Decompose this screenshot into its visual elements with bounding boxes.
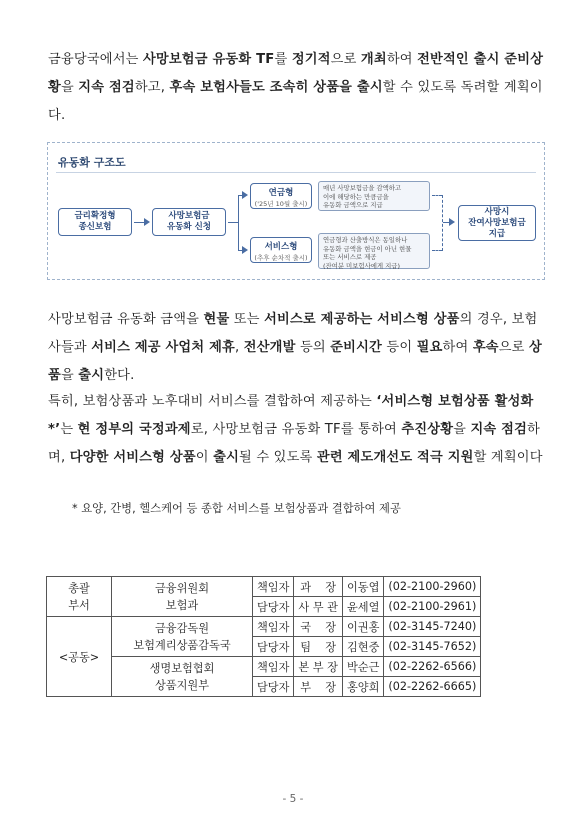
text-run: 금융당국에서는 xyxy=(48,52,143,67)
arrow-right-icon xyxy=(443,222,453,223)
text-run: 하며, xyxy=(48,422,540,465)
bold-run: 후속 보험사들도 조속히 상품을 출시 xyxy=(169,80,383,95)
phone-cell: (02-2100-2961) xyxy=(384,597,481,617)
bold-run: 서비스로 제공하는 서비스형 상품 xyxy=(264,312,460,327)
bold-run: 출시 xyxy=(78,368,105,383)
title-cell: 과 장 xyxy=(294,577,343,597)
name-cell: 김현중 xyxy=(342,637,383,657)
text-run: 으로 xyxy=(498,340,529,355)
text-run: 을 xyxy=(60,80,79,95)
bold-run: 현 정부의 국정과제 xyxy=(77,422,191,437)
bold-run: 현물 xyxy=(203,312,230,327)
annuity-title: 연금형 xyxy=(268,188,294,198)
branch-connector xyxy=(238,195,239,251)
phone-cell: (02-3145-7240) xyxy=(384,617,481,637)
bold-run: 출시 xyxy=(213,450,240,465)
annuity-launch-note: ('25년 10월 출시) xyxy=(254,200,308,208)
text-run: 을 xyxy=(60,368,79,383)
name-cell: 이동엽 xyxy=(342,577,383,597)
box-service-type xyxy=(250,237,312,263)
branch-connector xyxy=(228,222,238,223)
contact-table xyxy=(46,576,481,697)
bold-run: 관련 제도개선도 적극 지원 xyxy=(316,450,474,465)
liquidation-structure-diagram xyxy=(47,142,545,280)
text-run: 한다. xyxy=(104,368,135,383)
bold-run: 개최 xyxy=(360,52,387,67)
merge-connector xyxy=(432,195,442,196)
bold-run: 사망보험금 유동화 TF xyxy=(142,52,275,67)
box-liquidation-application: 사망보험금 유동화 신청 xyxy=(152,208,226,236)
name-cell: 윤세열 xyxy=(342,597,383,617)
text-run: 사망보험금 유동화 금액을 xyxy=(48,312,204,327)
text-run: 하고, xyxy=(134,80,170,95)
bold-run: 필요 xyxy=(416,340,443,355)
merge-connector xyxy=(442,195,443,251)
bold-run: 후속 xyxy=(472,340,499,355)
bold-run: 전반적인 출시 준비상황 xyxy=(48,52,544,95)
bold-run: 다양한 서비스형 상품 xyxy=(69,450,196,465)
paragraph-national-agenda xyxy=(48,388,544,472)
service-title: 서비스형 xyxy=(264,242,298,252)
merge-connector xyxy=(432,250,442,251)
diagram-title-divider xyxy=(56,172,536,173)
text-run: 할 수 있도록 독려할 계획이다. xyxy=(48,80,543,123)
bold-run: ‘서비스형 보험상품 활성화*’ xyxy=(48,394,534,437)
role-cell: 담당자 xyxy=(253,677,294,697)
text-run: 으로 xyxy=(330,52,361,67)
name-cell: 박순근 xyxy=(342,657,383,677)
text-run: 의 경우, 보험사들과 xyxy=(48,312,538,355)
paragraph-service-type-product xyxy=(48,306,544,390)
text-run: 하여 xyxy=(386,52,418,67)
bold-run: 상품 xyxy=(48,340,542,383)
role-cell: 담당자 xyxy=(253,597,294,617)
text-run: 을 xyxy=(453,422,471,437)
box-annuity-type xyxy=(250,183,312,209)
annuity-description: 매년 사망보험금을 감액하고 이에 해당하는 만큼금을 유동화 금액으로 지급 xyxy=(318,181,430,211)
role-cell: 담당자 xyxy=(253,637,294,657)
text-run: 또는 xyxy=(229,312,265,327)
phone-cell: (02-2262-6566) xyxy=(384,657,481,677)
dept-fss: 금융감독원 보험계리상품감독국 xyxy=(112,617,253,657)
service-launch-note: (추후 순차적 출시) xyxy=(254,254,308,262)
group-label-joint: <공동> xyxy=(47,617,112,697)
role-cell: 책임자 xyxy=(253,577,294,597)
phone-cell: (02-2262-6665) xyxy=(384,677,481,697)
group-label-lead: 총괄 부서 xyxy=(47,577,112,617)
text-run: 될 수 있도록 xyxy=(239,450,317,465)
arrow-right-icon xyxy=(238,195,246,196)
diagram-title: 유동화 구조도 xyxy=(58,156,126,169)
text-run: 를 xyxy=(274,52,292,67)
footnote: * 요양, 간병, 헬스케어 등 종합 서비스를 보험상품과 결합하여 제공 xyxy=(72,502,401,515)
text-run: 는 xyxy=(60,422,78,437)
role-cell: 책임자 xyxy=(253,617,294,637)
text-run: 등의 xyxy=(295,340,331,355)
bold-run: 준비시간 xyxy=(330,340,382,355)
title-cell: 본 부 장 xyxy=(294,657,343,677)
dept-klia: 생명보험협회 상품지원부 xyxy=(112,657,253,697)
text-run: 특히, 보험상품과 노후대비 서비스를 결합하여 제공하는 xyxy=(48,394,377,409)
bold-run: 지속 점검 xyxy=(470,422,528,437)
page-number: - 5 - xyxy=(282,793,304,805)
title-cell: 사 무 관 xyxy=(294,597,343,617)
table-row xyxy=(47,657,481,677)
phone-cell: (02-2100-2960) xyxy=(384,577,481,597)
box-fixed-rate-life-insurance: 금리확정형 종신보험 xyxy=(58,208,132,236)
arrow-right-icon xyxy=(134,222,148,223)
dept-fsc: 금융위원회 보험과 xyxy=(112,577,253,617)
text-run: 이 xyxy=(195,450,214,465)
table-row xyxy=(47,617,481,637)
service-description: 연금형과 산출방식은 동일하나 유동화 금액을 현금이 아닌 현물 또는 서비스로 제공 (잔여분 미보험사에게 지급) xyxy=(318,233,430,269)
arrow-right-icon xyxy=(238,250,246,251)
bold-run: 추진상황 xyxy=(401,422,454,437)
paragraph-tf-oversight xyxy=(48,46,544,130)
name-cell: 홍양희 xyxy=(342,677,383,697)
title-cell: 팀 장 xyxy=(294,637,343,657)
bold-run: 전산개발 xyxy=(243,340,296,355)
text-run: 하여 xyxy=(442,340,473,355)
table-row xyxy=(47,577,481,597)
bold-run: 지속 점검 xyxy=(78,80,135,95)
role-cell: 책임자 xyxy=(253,657,294,677)
bold-run: 정기적 xyxy=(291,52,331,67)
title-cell: 부 장 xyxy=(294,677,343,697)
phone-cell: (02-3145-7652) xyxy=(384,637,481,657)
text-run: 할 계획이다 xyxy=(473,450,543,465)
text-run: 로, 사망보험금 유동화 TF를 통하여 xyxy=(190,422,402,437)
bold-run: 서비스 제공 사업처 제휴 xyxy=(91,340,235,355)
text-run: 등이 xyxy=(381,340,417,355)
text-run: , xyxy=(234,340,244,355)
name-cell: 이권홍 xyxy=(342,617,383,637)
title-cell: 국 장 xyxy=(294,617,343,637)
box-remaining-death-benefit: 사망시 잔여사망보험금 지급 xyxy=(458,205,536,241)
